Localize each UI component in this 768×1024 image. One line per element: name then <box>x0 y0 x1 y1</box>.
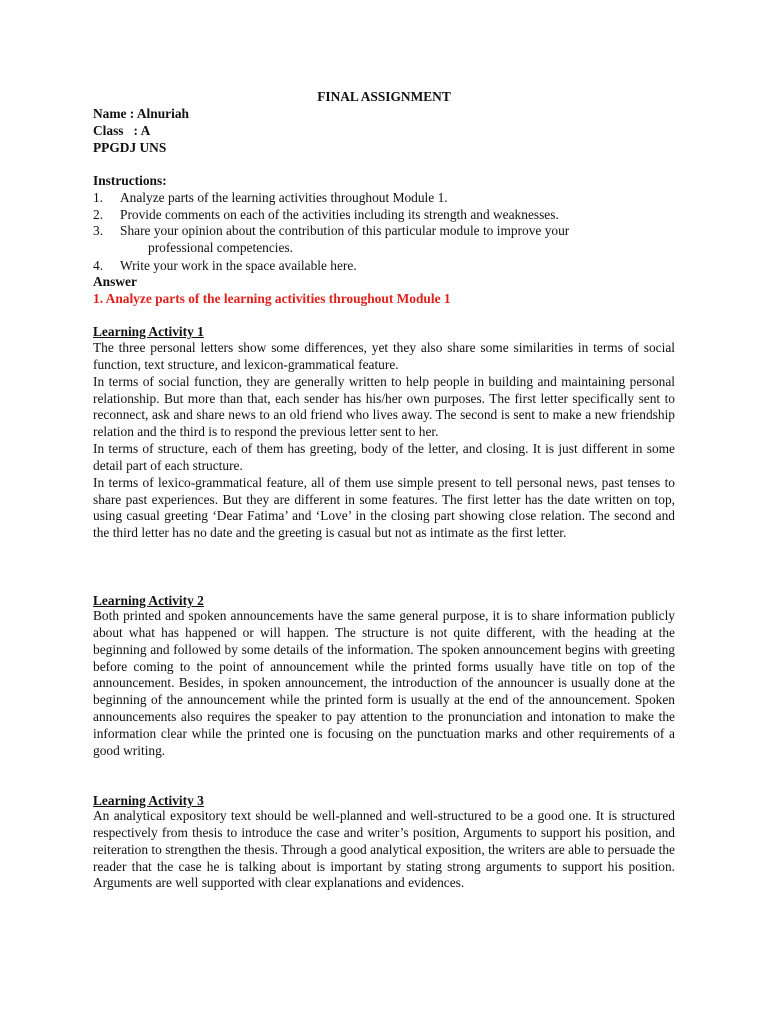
organization: PPGDJ UNS <box>93 140 167 155</box>
activity-title: Learning Activity 2 <box>93 593 204 608</box>
activity-body <box>93 808 675 892</box>
instruction-text: Provide comments on each of the activities including its strength and weaknesses. <box>120 207 559 222</box>
document-title: FINAL ASSIGNMENT <box>317 89 451 104</box>
instruction-number: 1. <box>93 190 104 205</box>
activity-body <box>93 608 675 760</box>
paragraph: An analytical expository text should be well-planned and well-structured to be a good one. It is structured respectively from thesis to introduce the case and writer’s position, Arguments to support his position, and reiteration to strengthen the thesis. Through a good analytical exposition, the writers are able to persuade the reader that the case he is talking about is important by stating strong arguments to support his position. Arguments are well supported with clear explanations and evidences. <box>93 808 675 891</box>
activity-body <box>93 340 675 542</box>
paragraph: Both printed and spoken announcements have the same general purpose, it is to share information publicly about what has happened or will happen. The structure is not quite different, with the heading at the beginning and followed by some details of the information. The spoken announcement begins with greeting before coming to the point of announcement while the printed forms usually have title on top of the announcement. Besides, in spoken announcement, the introduction of the announcer is usually done at the beginning of the announcement while the printed form is usually at the end of the announcement. Spoken announcements also requires the speaker to pay attention to the pronunciation and intonation to make the information clear while the printed one is focusing on the punctuation marks and other requirements of a good writing. <box>93 608 675 758</box>
student-name: Name : Alnuriah <box>93 106 189 121</box>
instruction-number: 3. <box>93 223 104 238</box>
instruction-text: Write your work in the space available here. <box>120 258 357 273</box>
activity-title: Learning Activity 1 <box>93 324 204 339</box>
activity-title: Learning Activity 3 <box>93 793 204 808</box>
instruction-text: Share your opinion about the contribution of this particular module to improve your <box>120 223 570 238</box>
instruction-number: 2. <box>93 207 104 222</box>
instruction-number: 4. <box>93 258 104 273</box>
instructions-heading: Instructions: <box>93 173 167 188</box>
paragraph: In terms of lexico-grammatical feature, all of them use simple present to tell personal news, past tenses to share past experiences. But they are different in some features. The first letter has the date written on top, using casual greeting ‘Dear Fatima’ and ‘Love’ in the closing part showing close relation. The second and the third letter has no date and the greeting is casual but not as intimate as the first letter. <box>93 474 675 541</box>
student-class: Class : A <box>93 123 151 138</box>
instruction-text: Analyze parts of the learning activities throughout Module 1. <box>120 190 448 205</box>
instruction-text-wrap <box>120 222 675 256</box>
answer-heading: Answer <box>93 274 137 289</box>
paragraph: In terms of structure, each of them has greeting, body of the letter, and closing. It is just different in some detail part of each structure. <box>93 441 675 473</box>
section-heading: 1. Analyze parts of the learning activities throughout Module 1 <box>93 291 451 306</box>
paragraph: In terms of social function, they are generally written to help people in building and maintaining personal relationship. But more than that, each sender has his/her own purposes. The first letter specifically sent to reconnect, ask and share news to an old friend who lives away. The second is sent to make a new friendship relation and the third is to respond the previous letter sent to her. <box>93 373 675 440</box>
paragraph: The three personal letters show some differences, yet they also share some similarities in terms of social function, text structure, and lexicon-grammatical feature. <box>93 340 675 372</box>
instruction-continuation: professional competencies. <box>148 240 294 255</box>
